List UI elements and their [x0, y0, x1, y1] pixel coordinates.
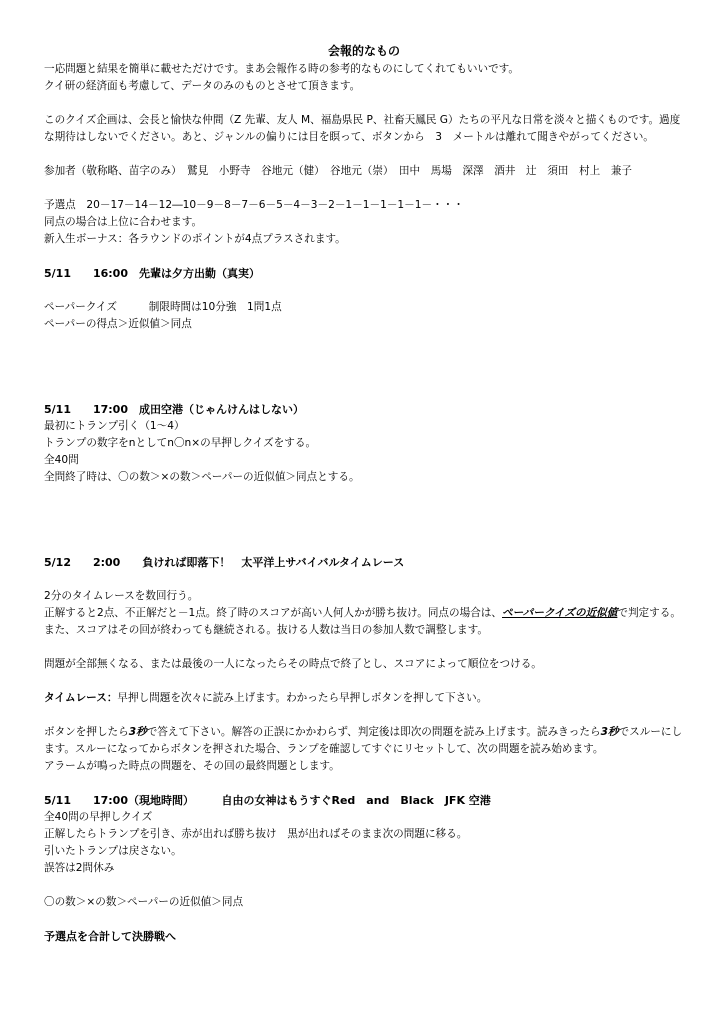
round2-line-3: 全40問	[44, 454, 79, 466]
round4-line-3: 引いたトランプは戻さない。	[44, 845, 182, 857]
intro-line-2: クイ研の経済面も考慮して、データのみのものとさせて頂きます。	[44, 80, 361, 92]
intro-description: このクイズ企画は、会長と愉快な仲間（Z 先輩、友人 M、福島県民 P、社畜天鳳民 G）たちの平凡な日常を淡々と描くものです。過度な期待はしないでください。あと、ジャンルの偏りには目を瞑って、ボタンから 3 メートルは離れて聞きやがってください。	[44, 114, 681, 143]
qualifying-points-line: 予選点 20－17－14－12―10－9－8－7－6－5－4－3－2－1－1－1－1－1－・・・	[44, 199, 464, 211]
round3-scoring-text: 正解すると2点、不正解だと－1点。終了時のスコアが高い人何人かが勝ち抜け。同点の場合は、	[44, 607, 502, 619]
tie-rule-line: 同点の場合は上位に合わせます。	[44, 216, 203, 228]
document-page	[44, 44, 684, 945]
round3-line-2	[44, 605, 684, 622]
alarm-rule-line: アラームが鳴った時点の問題を、その回の最終問題とします。	[44, 760, 340, 772]
round1-line-1: ペーパークイズ 制限時間は10分強 1問1点	[44, 301, 282, 313]
round1-line-2: ペーパーの得点＞近似値＞同点	[44, 318, 192, 330]
round4-line-5: 〇の数＞×の数＞ペーパーの近似値＞同点	[44, 896, 244, 908]
round4-line-4: 誤答は2問休み	[44, 862, 115, 874]
round4-line-1: 全40問の早押しクイズ	[44, 811, 153, 823]
freshman-bonus-line: 新入生ボーナス：各ラウンドのポイントが4点プラスされます。	[44, 233, 346, 245]
final-line: 予選点を合計して決勝戦へ	[44, 930, 176, 943]
round3-line-1: 2分のタイムレースを数回行う。	[44, 590, 199, 602]
round2-line-1: 最初にトランプ引く（1～4）	[44, 420, 185, 432]
time-race-label: タイムレース：	[44, 692, 118, 704]
round2-heading: 5/11 17:00 成田空港（じゃんけんはしない）	[44, 403, 304, 416]
round4-line-2: 正解したらトランプを引き、赤が出れば勝ち抜け 黒が出ればそのまま次の問題に移る。	[44, 828, 468, 840]
round3-line-4: 問題が全部無くなる、または最後の一人になったらその時点で終了とし、スコアによって順位をつける。	[44, 658, 542, 670]
buzzer-rule-paragraph	[44, 724, 684, 758]
round3-tiebreak-emphasis: ペーパークイズの近似値	[502, 607, 618, 619]
intro-line-1: 一応問題と結果を簡単に載せただけです。まあ会報作る時の参考的なものにしてくれてもいいです。	[44, 63, 520, 75]
round2-line-2: トランプの数字をnとしてn〇n×の早押しクイズをする。	[44, 437, 317, 449]
buzzer-rule-text-1: ボタンを押したら	[44, 726, 129, 738]
buzzer-rule-text-3: でスルーにします。スルーになってからボタンを押された場合、ランプを確認してすぐにリセットして、次の問題を読み始めます。	[44, 726, 683, 755]
time-race-text: 早押し問題を次々に読み上げます。わかったら早押しボタンを押して下さい。	[117, 692, 488, 704]
participants-line: 参加者（敬称略、苗字のみ） 鷲見 小野寺 谷地元（健） 谷地元（崇） 田中 馬場 深澤 酒井 辻 須田 村上 兼子	[44, 165, 632, 177]
round3-line-3: また、スコアはその回が終わっても継続される。抜ける人数は当日の参加人数で調整します。	[44, 624, 488, 636]
read-time-emphasis: 3秒	[600, 726, 619, 738]
buzzer-rule-text-2: で答えて下さい。解答の正誤にかかわらず、判定後は即次の問題を読み上げます。読みきったら	[146, 726, 601, 738]
round3-judge-text: で判定する。	[617, 607, 681, 619]
answer-time-emphasis: 3秒	[128, 726, 147, 738]
round2-line-4: 全問終了時は、〇の数＞×の数＞ペーパーの近似値＞同点とする。	[44, 471, 360, 483]
round1-heading: 5/11 16:00 先輩は夕方出勤（真実）	[44, 267, 260, 280]
round4-heading: 5/11 17:00（現地時間） 自由の女神はもうすぐRed and Black JFK 空港	[44, 794, 491, 807]
round3-heading: 5/12 2:00 負ければ即落下！ 太平洋上サバイバルタイムレース	[44, 556, 405, 569]
page-title: 会報的なもの	[327, 44, 400, 58]
time-race-rule	[44, 690, 684, 707]
